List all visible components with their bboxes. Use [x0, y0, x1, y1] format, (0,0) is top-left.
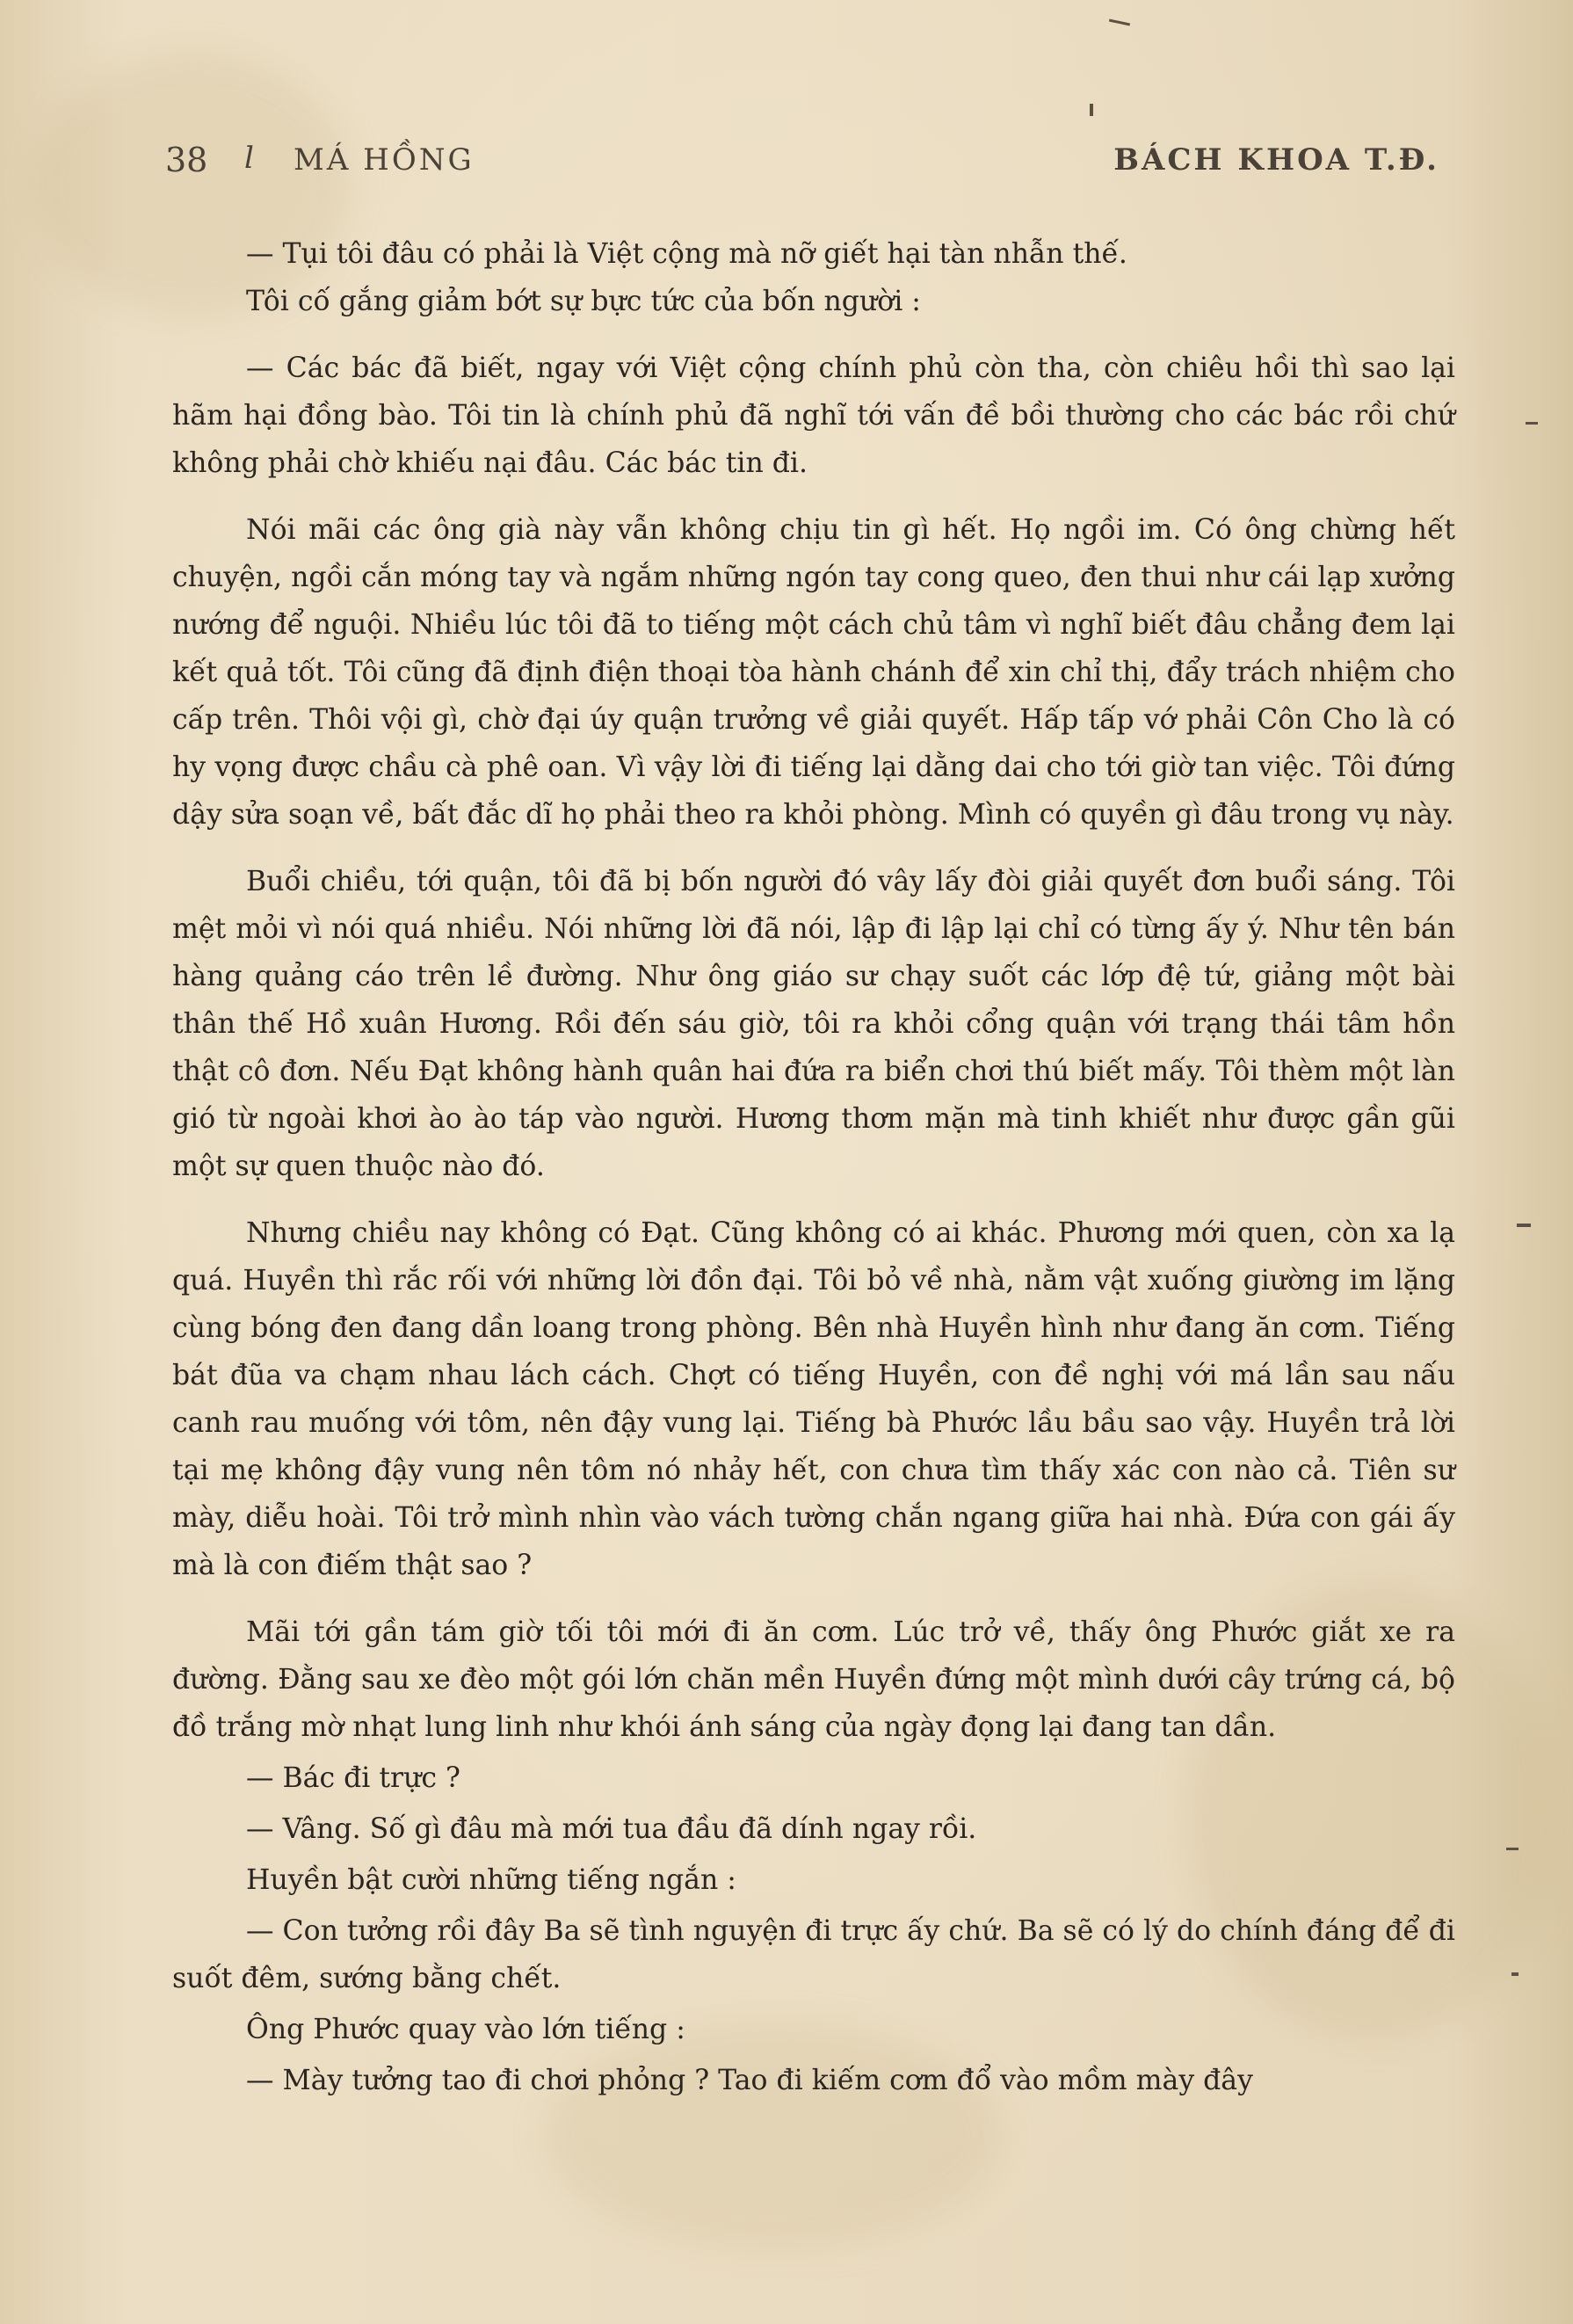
print-speck: [1506, 1848, 1519, 1850]
print-speck: [1517, 1224, 1531, 1227]
paragraph: Nói mãi các ông già này vẫn không chịu tin gì hết. Họ ngồi im. Có ông chừng hết chuyện, ngồi cắn móng tay và ngắm những ngón tay cong queo, đen thui như cái lạp xưởng nướng để nguội. Nhiều lúc tôi đã to tiếng một cách chủ tâm vì nghĩ biết đâu chẳng đem lại kết quả tốt. Tôi cũng đã định điện thoại tòa hành chánh để xin chỉ thị, đẩy trách nhiệm cho cấp trên. Thôi vội gì, chờ đại úy quận trưởng về giải quyết. Hấp tấp vớ phải Côn Cho là có hy vọng được chầu cà phê oan. Vì vậy lời đi tiếng lại dằng dai cho tới giờ tan việc. Tôi đứng dậy sửa soạn về, bất đắc dĩ họ phải theo ra khỏi phòng. Mình có quyền gì đâu trong vụ này.: [172, 514, 1455, 831]
paragraph: Buổi chiều, tới quận, tôi đã bị bốn người đó vây lấy đòi giải quyết đơn buổi sáng. Tôi mệt mỏi vì nói quá nhiều. Nói những lời đã nói, lập đi lập lại chỉ có từng ấy ý. Như tên bán hàng quảng cáo trên lề đường. Như ông giáo sư chạy suốt các lớp đệ tứ, giảng một bài thân thế Hồ xuân Hương. Rồi đến sáu giờ, tôi ra khỏi cổng quận với trạng thái tâm hồn thật cô đơn. Nếu Đạt không hành quân hai đứa ra biển chơi thú biết mấy. Tôi thèm một làn gió từ ngoài khơi ào ào táp vào người. Hương thơm mặn mà tinh khiết như được gần gũi một sự quen thuộc nào đó.: [172, 866, 1455, 1182]
body-text: [172, 230, 1455, 2104]
story-title: MÁ HỒNG: [294, 142, 475, 178]
print-speck: [1109, 19, 1130, 26]
print-speck: [1090, 104, 1093, 116]
print-speck: [1511, 1972, 1519, 1976]
print-speck: [1526, 422, 1538, 425]
paragraph: Nhưng chiều nay không có Đạt. Cũng không có ai khác. Phương mới quen, còn xa lạ quá. Huyền thì rắc rối với những lời đồn đại. Tôi bỏ về nhà, nằm vật xuống giường im lặng cùng bóng đen đang dần loang trong phòng. Bên nhà Huyền hình như đang ăn cơm. Tiếng bát đũa va chạm nhau lách cách. Chợt có tiếng Huyền, con đề nghị với má lần sau nấu canh rau muống với tôm, nên đậy vung lại. Tiếng bà Phước lầu bầu sao vậy. Huyền trả lời tại mẹ không đậy vung nên tôm nó nhảy hết, con chưa tìm thấy xác con nào cả. Tiên sư mày, diễu hoài. Tôi trở mình nhìn vào vách tường chắn ngang giữa hai nhà. Đứa con gái ấy mà là con điếm thật sao ?: [172, 1217, 1455, 1581]
dialogue-line: — Bác đi trực ?: [246, 1762, 460, 1794]
paragraph: Huyền bật cười những tiếng ngắn :: [246, 1864, 736, 1896]
page-number: 38: [165, 141, 208, 179]
journal-name: BÁCH KHOA T.Đ.: [1113, 142, 1439, 178]
dialogue-line: — Mày tưởng tao đi chơi phỏng ? Tao đi kiếm cơm đổ vào mồm mày đây: [246, 2065, 1253, 2096]
dialogue-line: — Vâng. Số gì đâu mà mới tua đầu đã dính ngay rồi.: [246, 1813, 977, 1845]
header-separator: l: [244, 141, 254, 176]
paragraph: — Các bác đã biết, ngay với Việt cộng chính phủ còn tha, còn chiêu hồi thì sao lại hãm hại đồng bào. Tôi tin là chính phủ đã nghĩ tới vấn đề bồi thường cho các bác rồi chứ không phải chờ khiếu nại đâu. Các bác tin đi.: [172, 352, 1455, 479]
paragraph: Mãi tới gần tám giờ tối tôi mới đi ăn cơm. Lúc trở về, thấy ông Phước giắt xe ra đường. Đằng sau xe đèo một gói lớn chăn mền Huyền đứng một mình dưới cây trứng cá, bộ đồ trắng mờ nhạt lung linh như khói ánh sáng của ngày đọng lại đang tan dần.: [172, 1616, 1455, 1743]
paragraph: Tôi cố gắng giảm bớt sự bực tức của bốn người :: [246, 286, 921, 317]
dialogue-line: — Con tưởng rồi đây Ba sẽ tình nguyện đi trực ấy chứ. Ba sẽ có lý do chính đáng để đi suốt đêm, sướng bằng chết.: [172, 1915, 1455, 1994]
running-header: [0, 132, 1573, 185]
paragraph: — Tụi tôi đâu có phải là Việt cộng mà nỡ giết hại tàn nhẫn thế.: [246, 238, 1127, 270]
paragraph: Ông Phước quay vào lớn tiếng :: [246, 2014, 685, 2045]
